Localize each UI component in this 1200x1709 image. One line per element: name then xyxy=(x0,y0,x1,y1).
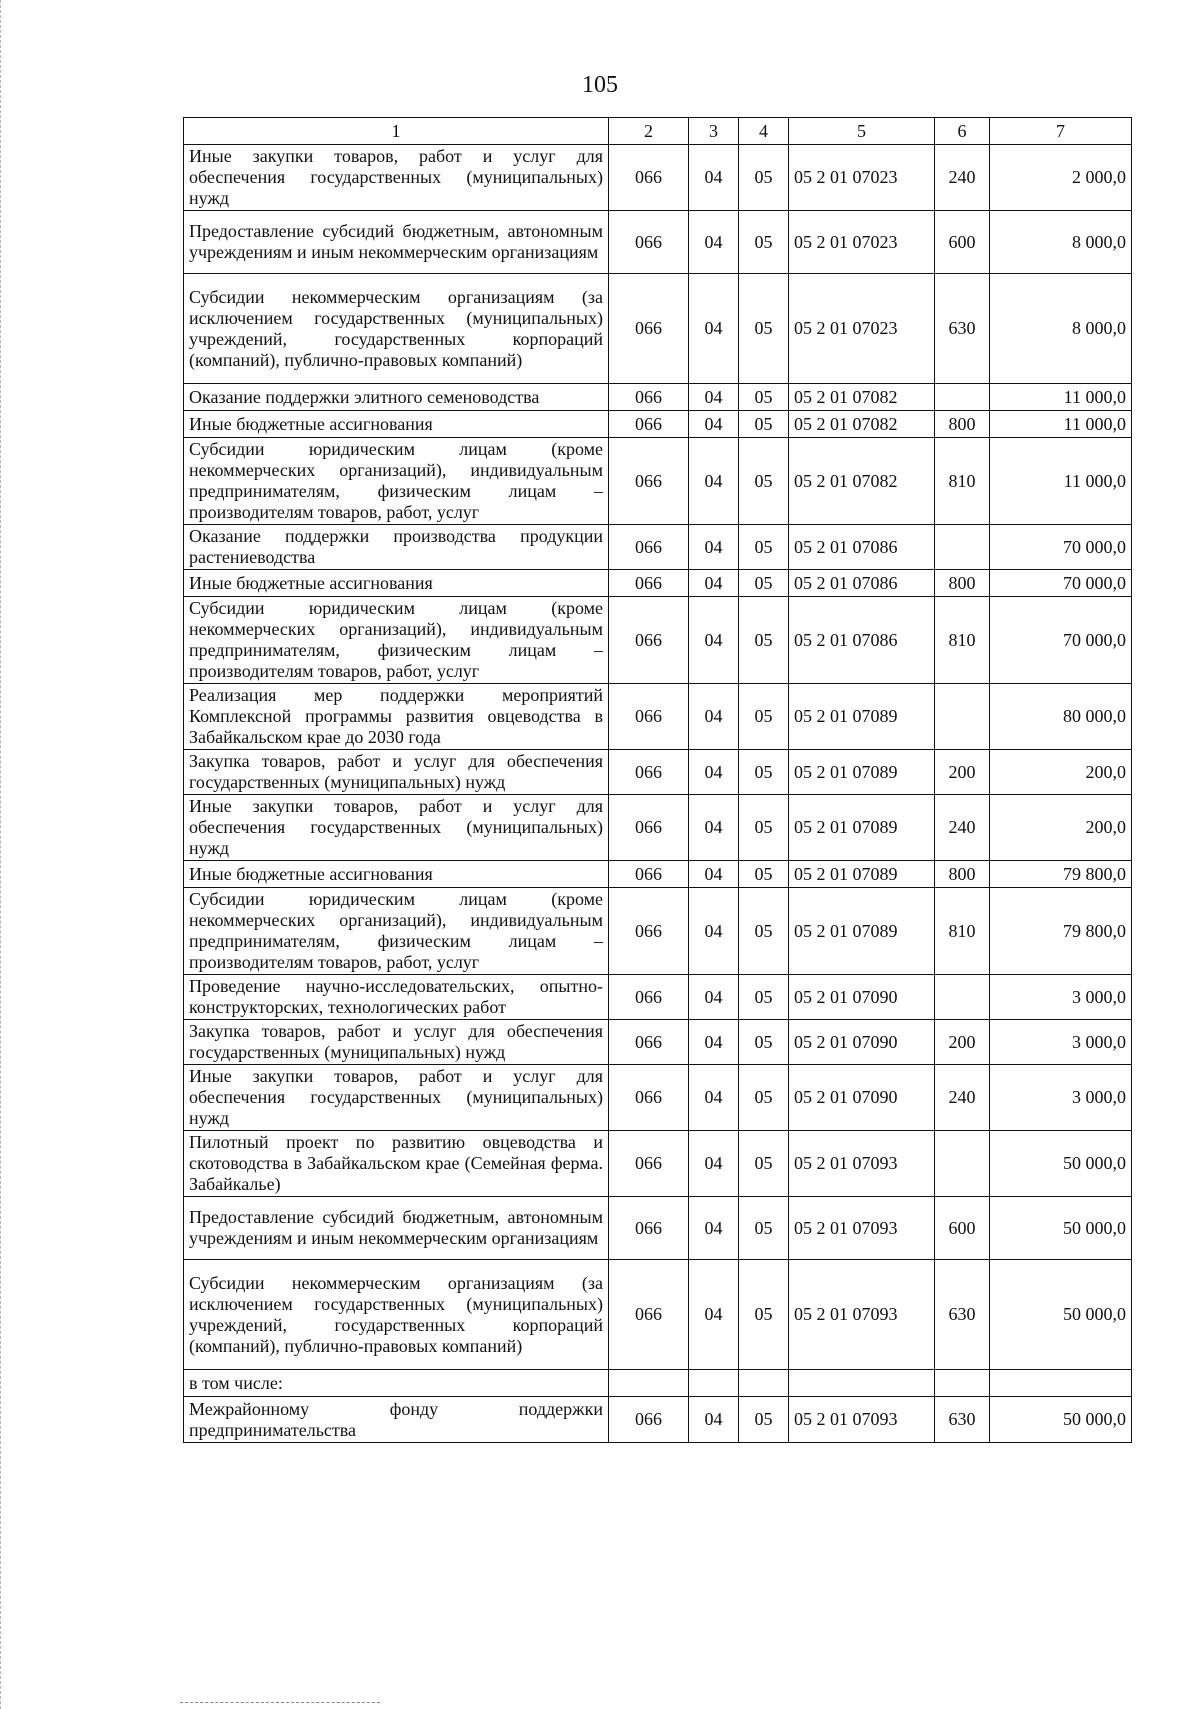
row-name: Субсидии некоммерческим организациям (за исключением государственных (муниципальных) учреждений, государственных корпораций (компаний), публично-правовых компаний) xyxy=(184,1260,609,1370)
cell-grbs: 066 xyxy=(609,570,689,597)
cell-amount: 11 000,0 xyxy=(990,411,1132,438)
cell-section: 04 xyxy=(689,1260,739,1370)
cell-expense-type: 200 xyxy=(935,750,990,795)
cell-target-article: 05 2 01 07090 xyxy=(789,1065,935,1131)
column-header: 4 xyxy=(739,118,789,145)
cell-expense-type: 810 xyxy=(935,597,990,684)
cell-amount xyxy=(990,1370,1132,1397)
column-header: 3 xyxy=(689,118,739,145)
cell-expense-type: 630 xyxy=(935,1260,990,1370)
cell-grbs: 066 xyxy=(609,795,689,861)
cell-expense-type: 600 xyxy=(935,1197,990,1260)
table-row xyxy=(184,795,1132,861)
cell-expense-type xyxy=(935,684,990,750)
cell-target-article: 05 2 01 07082 xyxy=(789,438,935,525)
cell-subsection: 05 xyxy=(739,1197,789,1260)
cell-amount: 80 000,0 xyxy=(990,684,1132,750)
table-row xyxy=(184,570,1132,597)
cell-subsection: 05 xyxy=(739,597,789,684)
cell-expense-type: 630 xyxy=(935,274,990,384)
cell-amount: 3 000,0 xyxy=(990,1065,1132,1131)
cell-subsection: 05 xyxy=(739,684,789,750)
cell-subsection: 05 xyxy=(739,525,789,570)
cell-subsection: 05 xyxy=(739,1260,789,1370)
cell-grbs: 066 xyxy=(609,1197,689,1260)
cell-subsection: 05 xyxy=(739,1131,789,1197)
row-name: Закупка товаров, работ и услуг для обеспечения государственных (муниципальных) нужд xyxy=(184,750,609,795)
cell-amount: 79 800,0 xyxy=(990,888,1132,975)
cell-target-article: 05 2 01 07089 xyxy=(789,750,935,795)
cell-section: 04 xyxy=(689,1197,739,1260)
cell-expense-type xyxy=(935,525,990,570)
cell-section: 04 xyxy=(689,1131,739,1197)
cell-grbs: 066 xyxy=(609,384,689,411)
cell-section: 04 xyxy=(689,411,739,438)
cell-subsection: 05 xyxy=(739,384,789,411)
row-name: Иные закупки товаров, работ и услуг для обеспечения государственных (муниципальных) нужд xyxy=(184,145,609,211)
cell-amount: 200,0 xyxy=(990,795,1132,861)
cell-target-article: 05 2 01 07090 xyxy=(789,1020,935,1065)
row-name: Закупка товаров, работ и услуг для обеспечения государственных (муниципальных) нужд xyxy=(184,1020,609,1065)
cell-grbs: 066 xyxy=(609,525,689,570)
cell-target-article: 05 2 01 07082 xyxy=(789,411,935,438)
cell-amount: 50 000,0 xyxy=(990,1131,1132,1197)
column-header: 2 xyxy=(609,118,689,145)
column-header: 5 xyxy=(789,118,935,145)
cell-target-article: 05 2 01 07086 xyxy=(789,597,935,684)
cell-grbs: 066 xyxy=(609,411,689,438)
column-header: 6 xyxy=(935,118,990,145)
cell-amount: 70 000,0 xyxy=(990,525,1132,570)
cell-target-article: 05 2 01 07093 xyxy=(789,1197,935,1260)
cell-subsection: 05 xyxy=(739,1397,789,1443)
table-row xyxy=(184,888,1132,975)
row-name: Субсидии юридическим лицам (кроме некоммерческих организаций), индивидуальным предпринимателям, физическим лицам – производителям товаров, работ, услуг xyxy=(184,888,609,975)
cell-section: 04 xyxy=(689,438,739,525)
row-name: Оказание поддержки производства продукции растениеводства xyxy=(184,525,609,570)
cell-section: 04 xyxy=(689,597,739,684)
cell-grbs: 066 xyxy=(609,888,689,975)
cell-section: 04 xyxy=(689,211,739,274)
cell-grbs: 066 xyxy=(609,1260,689,1370)
table-row xyxy=(184,145,1132,211)
cell-expense-type: 810 xyxy=(935,438,990,525)
cell-grbs: 066 xyxy=(609,1397,689,1443)
cell-target-article: 05 2 01 07093 xyxy=(789,1260,935,1370)
cell-grbs: 066 xyxy=(609,597,689,684)
cell-subsection: 05 xyxy=(739,145,789,211)
cell-target-article: 05 2 01 07093 xyxy=(789,1397,935,1443)
row-name: Предоставление субсидий бюджетным, автономным учреждениям и иным некоммерческим организациям xyxy=(184,211,609,274)
cell-expense-type: 240 xyxy=(935,145,990,211)
row-name: Субсидии юридическим лицам (кроме некоммерческих организаций), индивидуальным предпринимателям, физическим лицам – производителям товаров, работ, услуг xyxy=(184,438,609,525)
cell-amount: 2 000,0 xyxy=(990,145,1132,211)
cell-grbs: 066 xyxy=(609,1020,689,1065)
column-header: 7 xyxy=(990,118,1132,145)
cell-subsection: 05 xyxy=(739,750,789,795)
cell-target-article: 05 2 01 07023 xyxy=(789,274,935,384)
table-row xyxy=(184,1020,1132,1065)
cell-grbs: 066 xyxy=(609,145,689,211)
row-name: Иные закупки товаров, работ и услуг для обеспечения государственных (муниципальных) нужд xyxy=(184,795,609,861)
cell-target-article: 05 2 01 07089 xyxy=(789,861,935,888)
table-row xyxy=(184,597,1132,684)
cell-amount: 8 000,0 xyxy=(990,211,1132,274)
cell-target-article: 05 2 01 07082 xyxy=(789,384,935,411)
cell-expense-type: 240 xyxy=(935,795,990,861)
table-row xyxy=(184,525,1132,570)
cell-subsection: 05 xyxy=(739,861,789,888)
cell-section: 04 xyxy=(689,1065,739,1131)
cell-section: 04 xyxy=(689,975,739,1020)
cell-subsection: 05 xyxy=(739,1020,789,1065)
row-name: Иные бюджетные ассигнования xyxy=(184,570,609,597)
table-row xyxy=(184,750,1132,795)
cell-section: 04 xyxy=(689,1020,739,1065)
cell-expense-type xyxy=(935,975,990,1020)
row-name: Иные бюджетные ассигнования xyxy=(184,861,609,888)
cell-amount: 200,0 xyxy=(990,750,1132,795)
cell-grbs: 066 xyxy=(609,274,689,384)
cell-amount: 50 000,0 xyxy=(990,1260,1132,1370)
table-row xyxy=(184,861,1132,888)
table-header-row xyxy=(184,118,1132,145)
cell-section: 04 xyxy=(689,145,739,211)
cell-target-article: 05 2 01 07086 xyxy=(789,570,935,597)
cell-subsection: 05 xyxy=(739,1065,789,1131)
cell-target-article: 05 2 01 07023 xyxy=(789,211,935,274)
cell-grbs: 066 xyxy=(609,684,689,750)
cell-subsection: 05 xyxy=(739,211,789,274)
cell-amount: 3 000,0 xyxy=(990,1020,1132,1065)
scan-edge-mark xyxy=(0,0,5,1709)
cell-expense-type: 630 xyxy=(935,1397,990,1443)
cell-expense-type: 240 xyxy=(935,1065,990,1131)
cell-subsection: 05 xyxy=(739,795,789,861)
cell-subsection: 05 xyxy=(739,888,789,975)
cell-target-article: 05 2 01 07023 xyxy=(789,145,935,211)
table-row xyxy=(184,1397,1132,1443)
cell-amount: 11 000,0 xyxy=(990,438,1132,525)
cell-section: 04 xyxy=(689,750,739,795)
cell-section: 04 xyxy=(689,274,739,384)
table-row xyxy=(184,211,1132,274)
cell-amount: 50 000,0 xyxy=(990,1397,1132,1443)
table-row xyxy=(184,1065,1132,1131)
cell-subsection: 05 xyxy=(739,411,789,438)
cell-expense-type: 800 xyxy=(935,861,990,888)
row-name: Межрайонному фонду поддержки предпринимательства xyxy=(184,1397,609,1443)
cell-expense-type xyxy=(935,384,990,411)
column-header: 1 xyxy=(184,118,609,145)
row-name: Иные закупки товаров, работ и услуг для обеспечения государственных (муниципальных) нужд xyxy=(184,1065,609,1131)
cell-section: 04 xyxy=(689,888,739,975)
cell-target-article: 05 2 01 07090 xyxy=(789,975,935,1020)
scan-bottom-mark xyxy=(180,1702,380,1704)
table-row xyxy=(184,438,1132,525)
row-name: Пилотный проект по развитию овцеводства и скотоводства в Забайкальском крае (Семейная ферма. Забайкалье) xyxy=(184,1131,609,1197)
table-row xyxy=(184,975,1132,1020)
cell-subsection: 05 xyxy=(739,438,789,525)
row-name: Проведение научно-исследовательских, опытно-конструкторских, технологических работ xyxy=(184,975,609,1020)
row-name: Оказание поддержки элитного семеноводства xyxy=(184,384,609,411)
table-row xyxy=(184,1131,1132,1197)
cell-amount: 50 000,0 xyxy=(990,1197,1132,1260)
cell-amount: 79 800,0 xyxy=(990,861,1132,888)
cell-subsection: 05 xyxy=(739,274,789,384)
cell-section xyxy=(689,1370,739,1397)
cell-amount: 11 000,0 xyxy=(990,384,1132,411)
cell-amount: 8 000,0 xyxy=(990,274,1132,384)
budget-table xyxy=(183,117,1132,1443)
table-row xyxy=(184,411,1132,438)
cell-expense-type: 600 xyxy=(935,211,990,274)
page-number: 105 xyxy=(582,72,618,98)
table-row xyxy=(184,1370,1132,1397)
cell-expense-type: 810 xyxy=(935,888,990,975)
cell-target-article: 05 2 01 07089 xyxy=(789,888,935,975)
cell-grbs: 066 xyxy=(609,750,689,795)
cell-amount: 70 000,0 xyxy=(990,570,1132,597)
row-name: Предоставление субсидий бюджетным, автономным учреждениям и иным некоммерческим организациям xyxy=(184,1197,609,1260)
table-row xyxy=(184,1197,1132,1260)
cell-grbs: 066 xyxy=(609,1131,689,1197)
cell-section: 04 xyxy=(689,570,739,597)
cell-grbs: 066 xyxy=(609,861,689,888)
cell-section: 04 xyxy=(689,795,739,861)
cell-section: 04 xyxy=(689,525,739,570)
cell-target-article: 05 2 01 07089 xyxy=(789,684,935,750)
table-row xyxy=(184,1260,1132,1370)
cell-section: 04 xyxy=(689,384,739,411)
table-row xyxy=(184,684,1132,750)
cell-grbs xyxy=(609,1370,689,1397)
cell-expense-type xyxy=(935,1131,990,1197)
cell-section: 04 xyxy=(689,861,739,888)
cell-grbs: 066 xyxy=(609,975,689,1020)
cell-section: 04 xyxy=(689,1397,739,1443)
cell-section: 04 xyxy=(689,684,739,750)
cell-expense-type: 800 xyxy=(935,570,990,597)
cell-target-article: 05 2 01 07093 xyxy=(789,1131,935,1197)
row-name: Реализация мер поддержки мероприятий Комплексной программы развития овцеводства в Забайкальском крае до 2030 года xyxy=(184,684,609,750)
row-name: Субсидии некоммерческим организациям (за исключением государственных (муниципальных) учреждений, государственных корпораций (компаний), публично-правовых компаний) xyxy=(184,274,609,384)
row-name: Субсидии юридическим лицам (кроме некоммерческих организаций), индивидуальным предпринимателям, физическим лицам – производителям товаров, работ, услуг xyxy=(184,597,609,684)
table-row xyxy=(184,274,1132,384)
row-name: в том числе: xyxy=(184,1370,609,1397)
cell-grbs: 066 xyxy=(609,211,689,274)
cell-expense-type: 200 xyxy=(935,1020,990,1065)
cell-target-article: 05 2 01 07089 xyxy=(789,795,935,861)
cell-target-article: 05 2 01 07086 xyxy=(789,525,935,570)
cell-subsection xyxy=(739,1370,789,1397)
row-name: Иные бюджетные ассигнования xyxy=(184,411,609,438)
cell-amount: 70 000,0 xyxy=(990,597,1132,684)
cell-grbs: 066 xyxy=(609,438,689,525)
cell-subsection: 05 xyxy=(739,975,789,1020)
table-row xyxy=(184,384,1132,411)
cell-amount: 3 000,0 xyxy=(990,975,1132,1020)
cell-grbs: 066 xyxy=(609,1065,689,1131)
cell-expense-type: 800 xyxy=(935,411,990,438)
cell-subsection: 05 xyxy=(739,570,789,597)
cell-expense-type xyxy=(935,1370,990,1397)
cell-target-article xyxy=(789,1370,935,1397)
